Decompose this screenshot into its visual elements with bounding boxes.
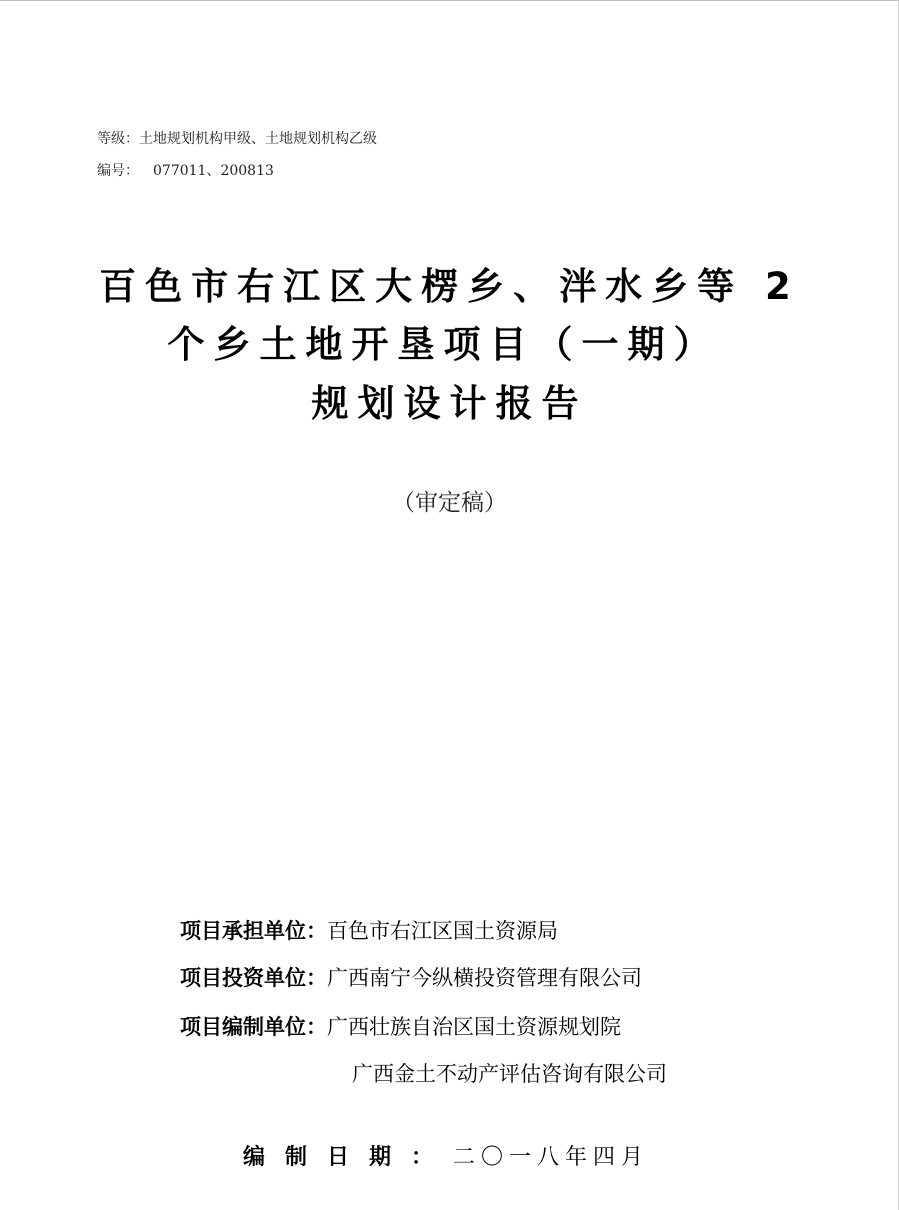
compile-date-value: 二〇一八年四月	[453, 1145, 650, 1170]
investment-unit-label: 项目投资单位：	[180, 966, 327, 990]
undertaking-unit-label: 项目承担单位：	[180, 919, 327, 943]
document-title-line-1: 百色市右江区大楞乡、泮水乡等 2	[99, 265, 800, 308]
compiling-unit	[180, 1011, 621, 1041]
qualification-grade	[97, 128, 377, 148]
investment-unit-value: 广西南宁今纵横投资管理有限公司	[327, 966, 642, 990]
certificate-number	[97, 160, 274, 180]
compile-date-label: 编制日期：	[243, 1145, 454, 1170]
page-top-border	[0, 0, 899, 1]
undertaking-unit	[180, 915, 558, 945]
grade-label: 等级：	[97, 131, 139, 147]
grade-value: 土地规划机构甲级、土地规划机构乙级	[139, 131, 377, 147]
compile-date	[243, 1140, 649, 1171]
compiling-unit-value-2: 广西金土不动产评估咨询有限公司	[352, 1062, 667, 1086]
document-title-line-2: 个乡土地开垦项目（一期）	[167, 323, 720, 366]
document-title-line-3: 规划设计报告	[311, 382, 588, 425]
compiling-unit-secondary	[352, 1058, 667, 1088]
compiling-unit-label: 项目编制单位：	[180, 1015, 327, 1039]
compiling-unit-value-1: 广西壮族自治区国土资源规划院	[327, 1015, 621, 1039]
number-label: 编号：	[97, 163, 139, 179]
number-value: 077011、200813	[153, 163, 274, 179]
undertaking-unit-value: 百色市右江区国土资源局	[327, 919, 558, 943]
document-status: （审定稿）	[392, 490, 507, 516]
investment-unit	[180, 962, 642, 992]
